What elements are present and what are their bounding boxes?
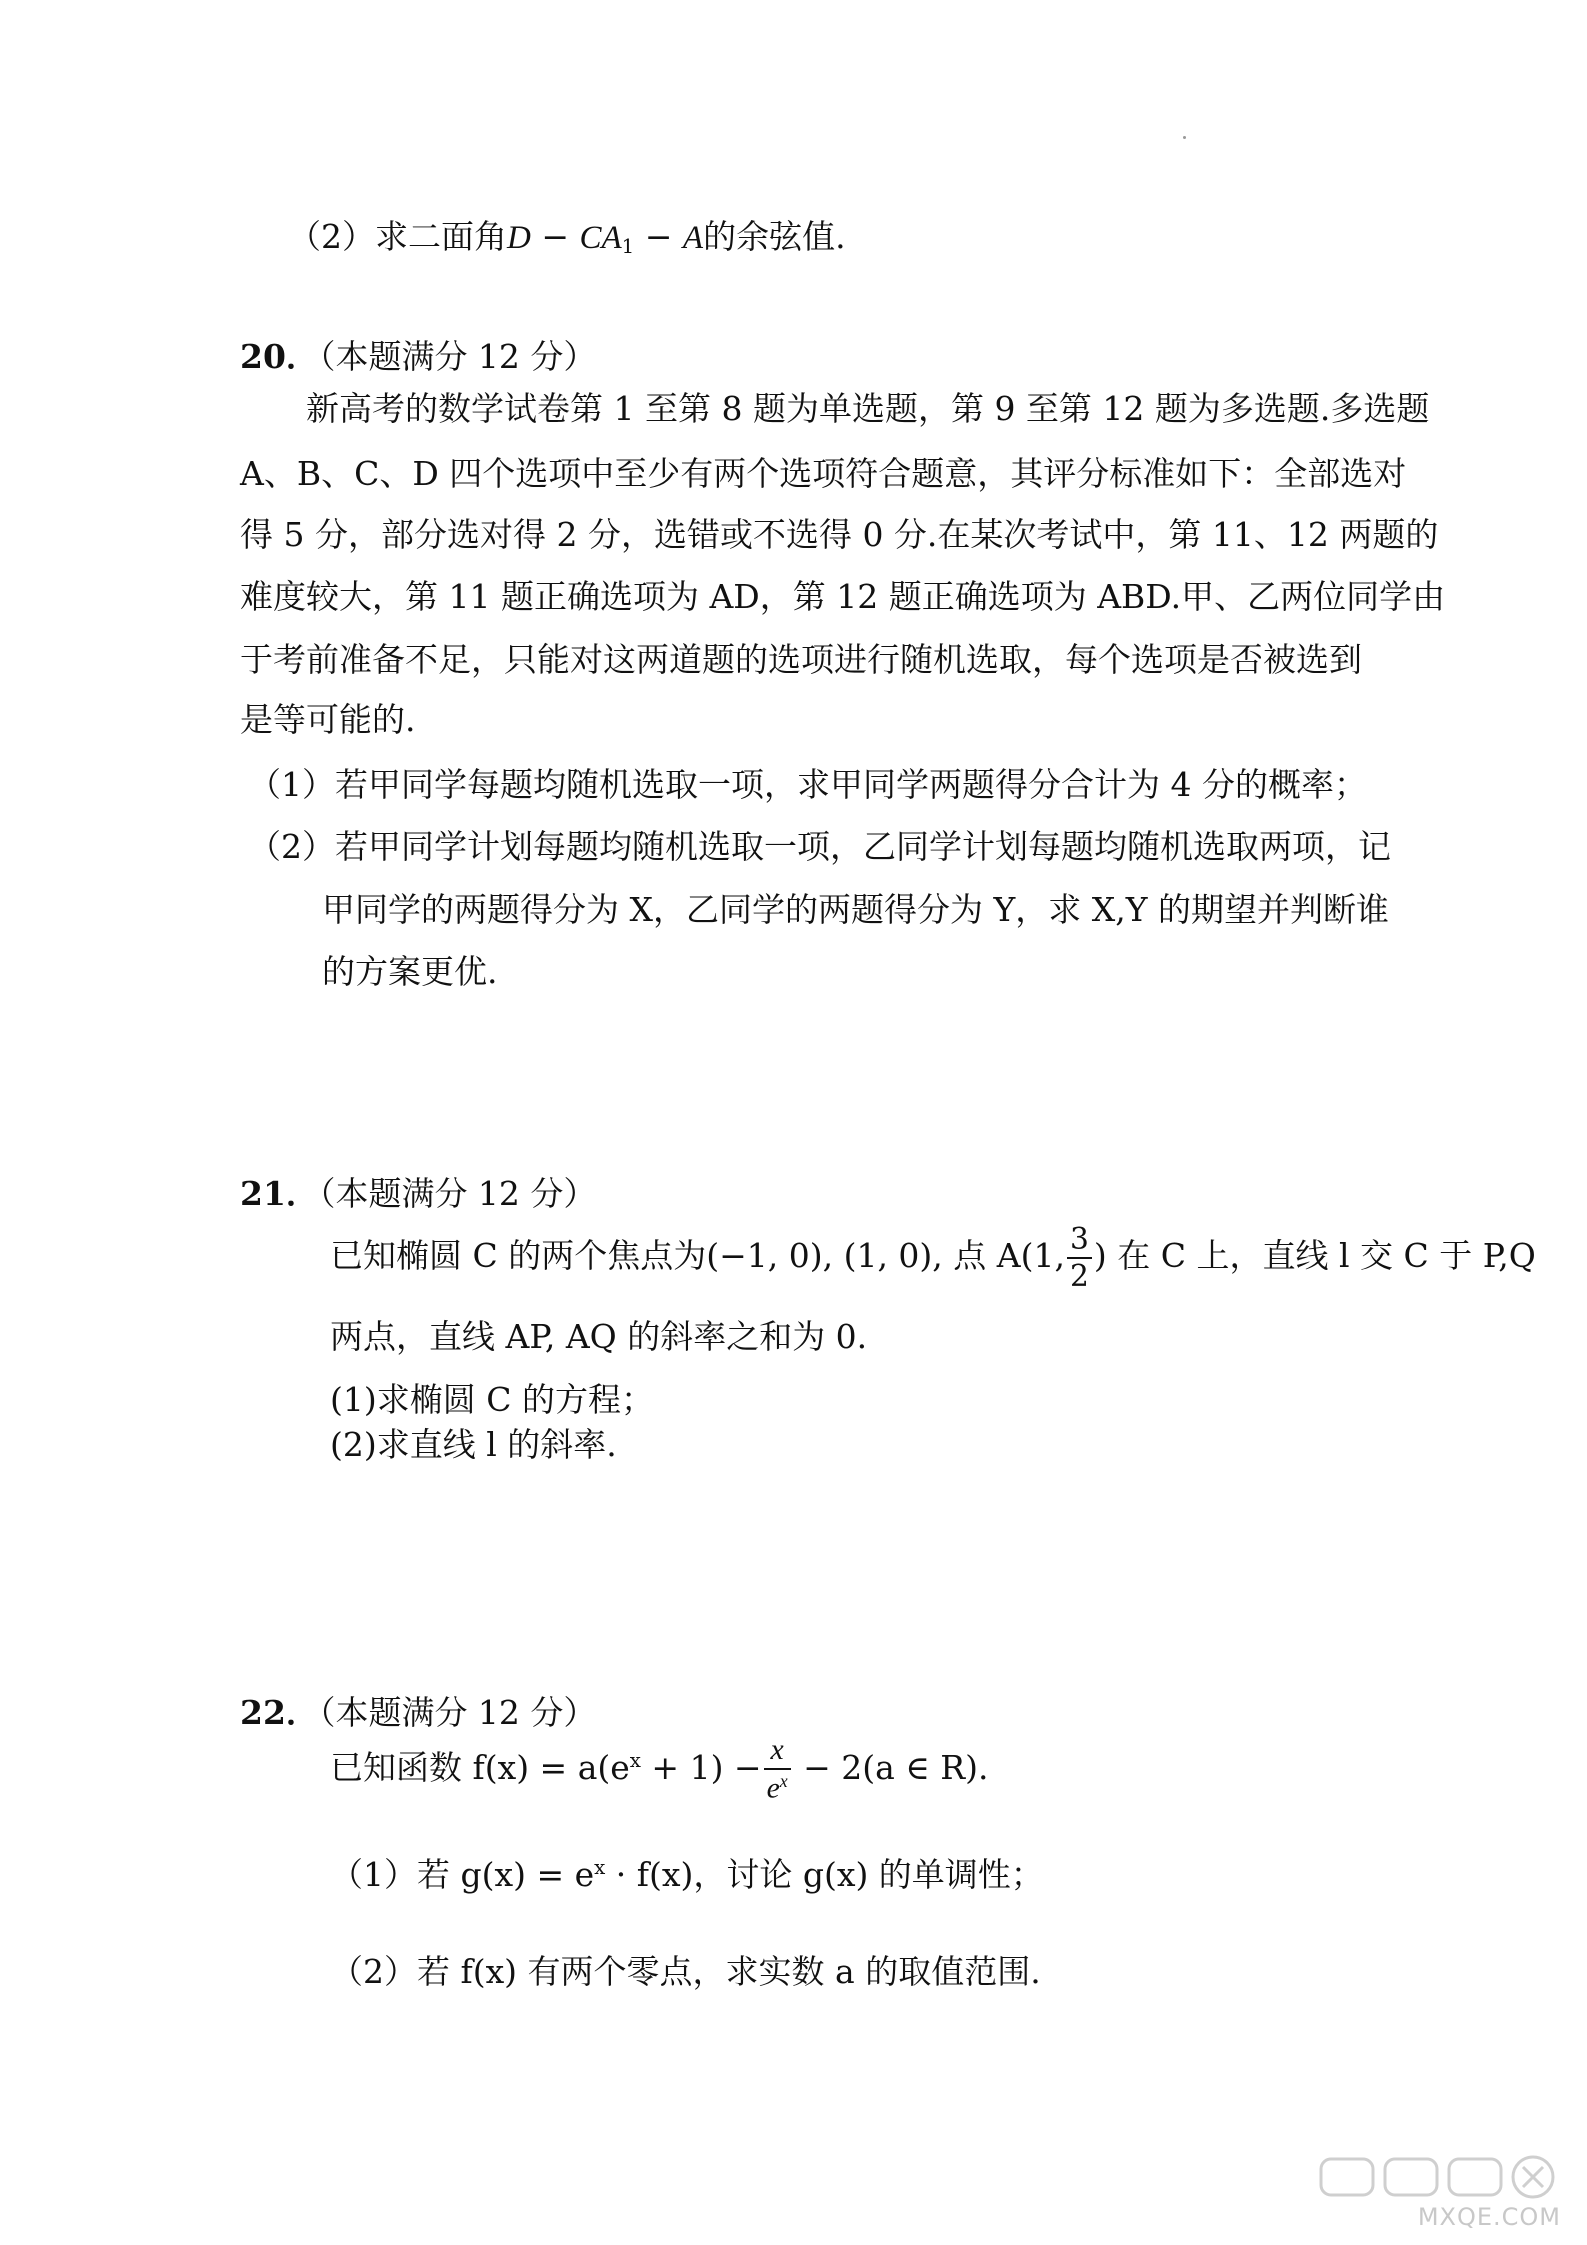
q22-frac-den-sup: x (779, 1771, 788, 1792)
q22-part1-sup: x (594, 1856, 606, 1880)
q19-expr-d: D (507, 220, 531, 256)
q22-stem-sup: x (629, 1749, 641, 1773)
q19-part2-suffix: 的余弦值. (703, 217, 846, 256)
speck-mark (1183, 136, 1186, 139)
q20-body-line-3: 得 5 分，部分选对得 2 分，选错或不选得 0 分.在某次考试中，第 11、12 两题的 (240, 515, 1439, 554)
q19-op1: − (530, 217, 580, 256)
q20-part2-line-3: 的方案更优. (322, 952, 498, 991)
q22-header (240, 1693, 597, 1732)
q22-stem-b: + 1) − (640, 1748, 762, 1788)
watermark-text: MXQE.COM (1417, 2203, 1561, 2231)
q20-points: （本题满分 12 分） (318, 337, 597, 376)
watermark (1311, 2153, 1561, 2229)
q21-fraction (1067, 1222, 1092, 1295)
q21-stem1-b: ) 在 C 上，直线 l 交 C 于 P,Q (1093, 1236, 1536, 1276)
q22-fraction (764, 1735, 791, 1805)
q21-header (240, 1174, 597, 1213)
q22-stem (330, 1735, 988, 1805)
q22-part1-a: （1）若 g(x) = e (330, 1855, 595, 1894)
q21-number: 21． (240, 1174, 319, 1213)
q20-body-line-5: 于考前准备不足，只能对这两道题的选项进行随机选取，每个选项是否被选到 (240, 640, 1362, 679)
q19-part2-prefix: （2）求二面角 (288, 217, 507, 256)
q21-stem-line-2: 两点，直线 AP, AQ 的斜率之和为 0. (330, 1317, 868, 1356)
q22-part2: （2）若 f(x) 有两个零点，求实数 a 的取值范围. (330, 1952, 1041, 1991)
q22-number: 22． (240, 1693, 319, 1732)
q22-frac-den (764, 1770, 791, 1805)
q21-stem1-a: 已知椭圆 C 的两个焦点为(−1, 0), (1, 0), 点 A(1, (330, 1236, 1065, 1276)
q20-body-line-2: A、B、C、D 四个选项中至少有两个选项符合题意，其评分标准如下：全部选对 (240, 454, 1407, 493)
q19-expr-ca: CA (579, 220, 622, 256)
q21-part2: (2)求直线 l 的斜率. (330, 1425, 617, 1464)
q19-expr-sub: 1 (621, 234, 635, 258)
q19-op2: − (634, 217, 683, 256)
q21-points: （本题满分 12 分） (318, 1174, 597, 1213)
q22-frac-den-base: e (766, 1772, 780, 1805)
q20-body-line-6: 是等可能的. (240, 700, 416, 739)
q21-stem-line-1 (330, 1222, 1536, 1295)
q21-part1: (1)求椭圆 C 的方程； (330, 1380, 654, 1419)
q20-part2-line-2: 甲同学的两题得分为 X，乙同学的两题得分为 Y，求 X,Y 的期望并判断谁 (322, 890, 1390, 929)
q22-part1 (330, 1855, 1044, 1894)
q20-body-line-1: 新高考的数学试卷第 1 至第 8 题为单选题，第 9 至第 12 题为多选题.多选题 (306, 389, 1430, 428)
q22-frac-num: x (764, 1735, 791, 1770)
q20-header (240, 337, 597, 376)
q19-expr-a: A (682, 220, 704, 256)
q20-number: 20． (240, 337, 319, 376)
q20-body-line-4: 难度较大，第 11 题正确选项为 AD，第 12 题正确选项为 ABD.甲、乙两位同学由 (240, 577, 1446, 616)
watermark-logo-icon (1311, 2153, 1561, 2201)
q21-frac-den: 2 (1069, 1259, 1089, 1295)
q20-part2-line-1: （2）若甲同学计划每题均随机选取一项，乙同学计划每题均随机选取两项，记 (248, 827, 1391, 866)
q22-stem-c: − 2(a ∈ R). (792, 1748, 989, 1788)
q19-part2 (288, 217, 846, 258)
q21-frac-num: 3 (1067, 1224, 1092, 1259)
q22-stem-a: 已知函数 f(x) = a(e (330, 1748, 630, 1788)
q22-points: （本题满分 12 分） (318, 1693, 597, 1732)
q20-part1: （1）若甲同学每题均随机选取一项，求甲同学两题得分合计为 4 分的概率； (248, 765, 1367, 804)
q22-part1-b: · f(x)，讨论 g(x) 的单调性； (605, 1855, 1044, 1894)
